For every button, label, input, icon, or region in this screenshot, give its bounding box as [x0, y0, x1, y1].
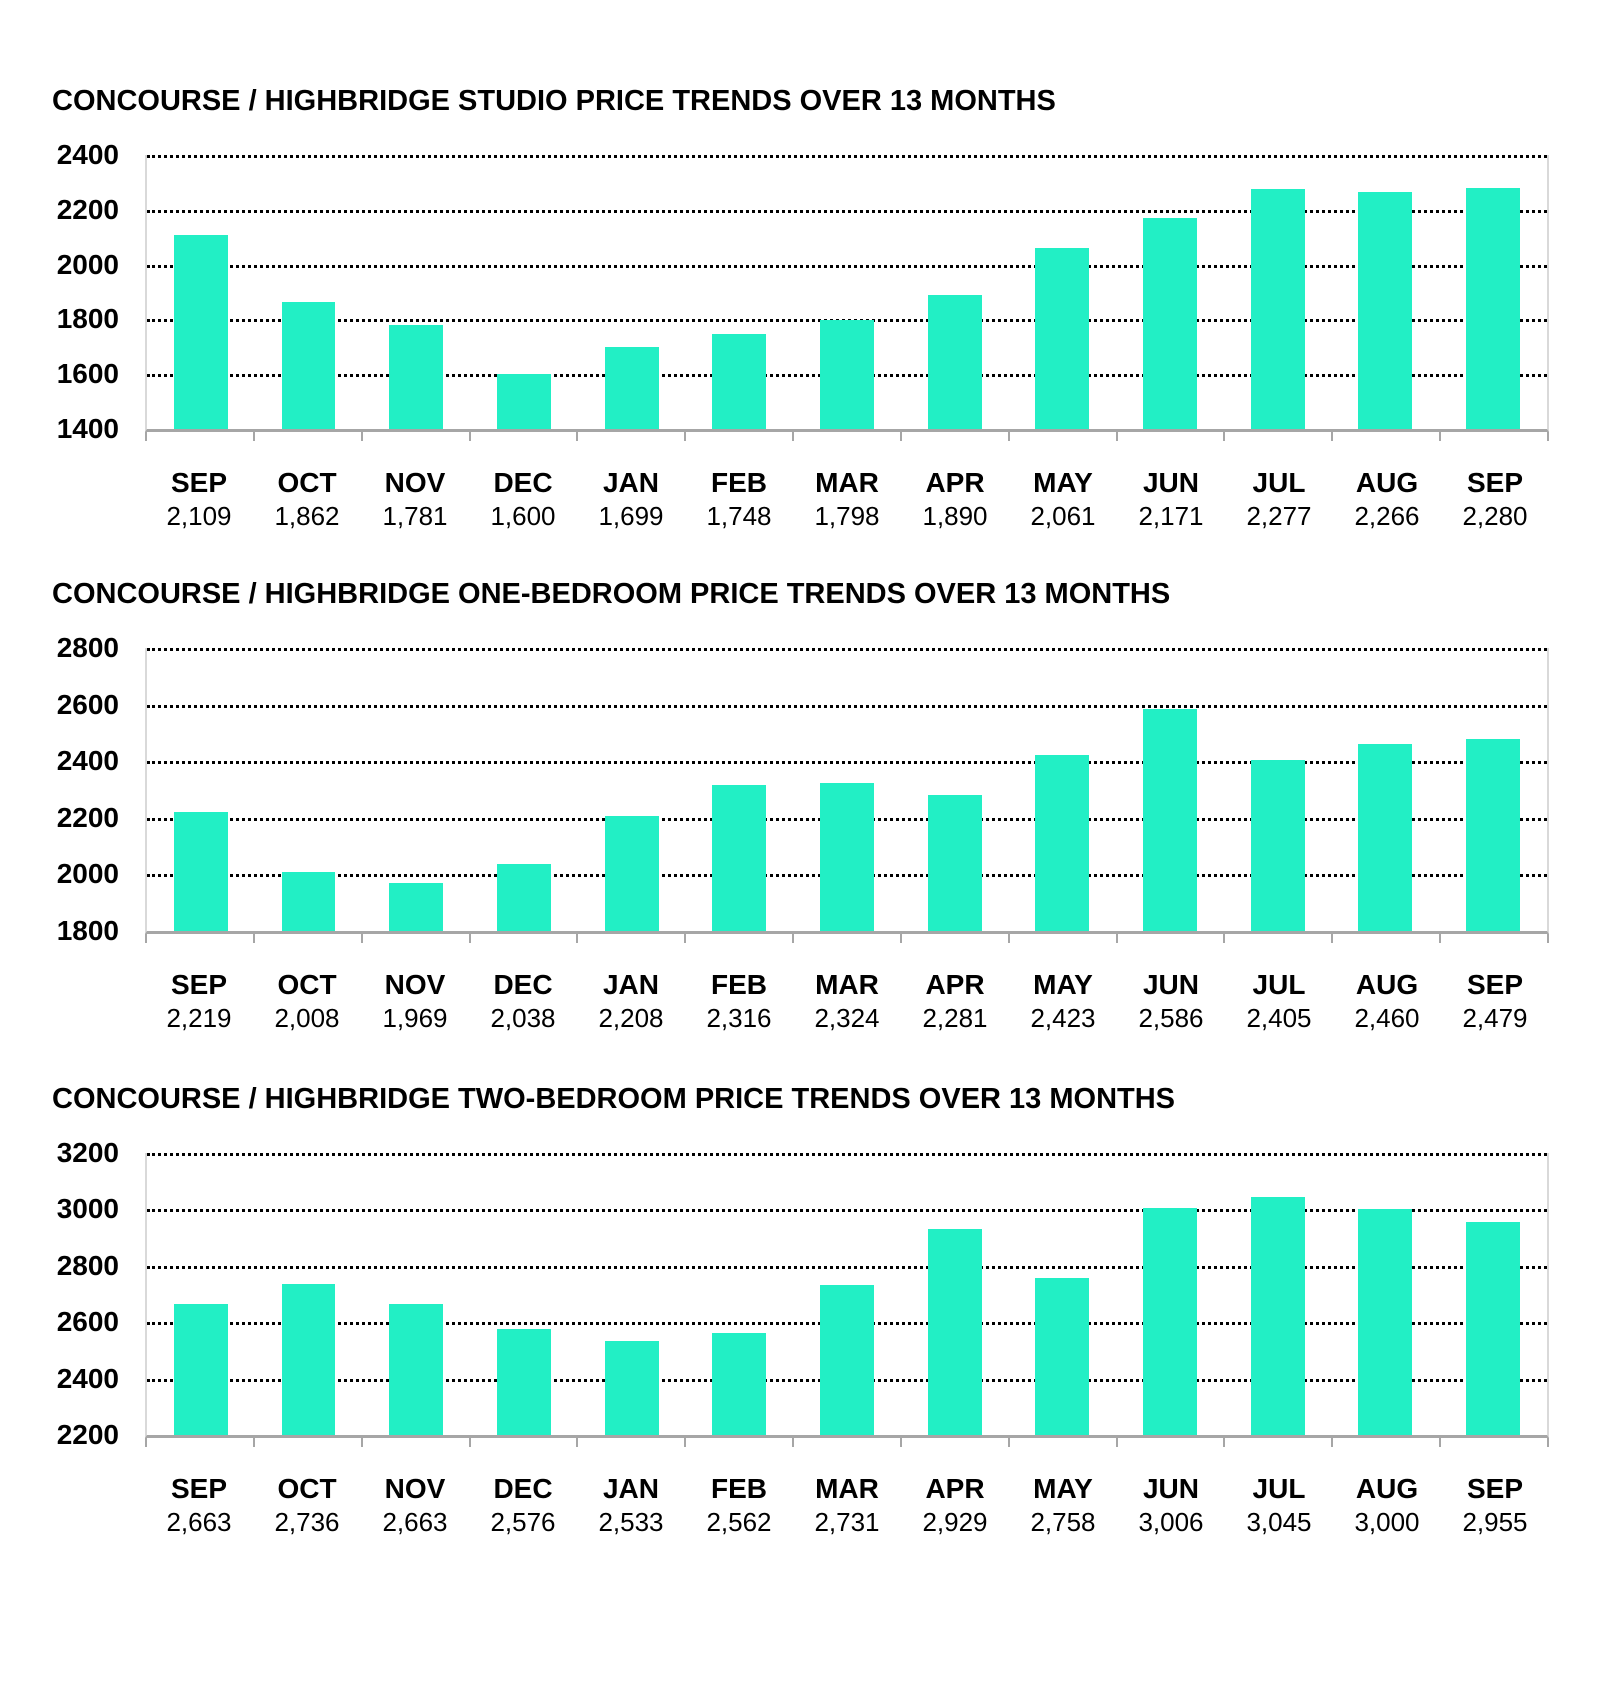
- bar-slot: [147, 1153, 255, 1435]
- value-label: 2,736: [274, 1507, 340, 1537]
- x-tick: [145, 1438, 255, 1447]
- value-label: 2,533: [598, 1507, 664, 1537]
- month-label: MAY: [1033, 1473, 1093, 1504]
- bar-slot: [362, 155, 470, 429]
- value-label: 2,731: [814, 1507, 880, 1537]
- x-tick: [145, 934, 255, 943]
- month-label: SEP: [170, 1473, 228, 1504]
- x-label-group: [793, 1473, 901, 1537]
- x-tick: [1225, 432, 1333, 441]
- x-label-group: [793, 467, 901, 531]
- bar-slot: [1332, 648, 1440, 931]
- x-tick: [794, 1438, 902, 1447]
- x-tick: [1118, 432, 1226, 441]
- bar: [1035, 1278, 1089, 1435]
- bar-slot: [1116, 1153, 1224, 1435]
- bar: [712, 334, 766, 429]
- bar-slot: [1009, 648, 1117, 931]
- value-label: 2,663: [382, 1507, 448, 1537]
- bar-slot: [1116, 648, 1224, 931]
- bar-series: [147, 648, 1547, 931]
- bar-slot: [1116, 155, 1224, 429]
- value-label: 2,405: [1246, 1003, 1312, 1033]
- bar: [1143, 709, 1197, 931]
- x-tick: [363, 1438, 471, 1447]
- x-label-group: [1117, 1473, 1225, 1537]
- month-label: MAR: [815, 969, 879, 1000]
- x-tick: [794, 432, 902, 441]
- x-label-group: [1333, 1473, 1441, 1537]
- value-label: 2,008: [274, 1003, 340, 1033]
- y-tick-label: 2000: [56, 248, 119, 280]
- x-label-group: [253, 969, 361, 1033]
- x-label-group: [577, 969, 685, 1033]
- bar-slot: [901, 1153, 1009, 1435]
- bar: [174, 1304, 228, 1435]
- x-label-group: [1441, 1473, 1549, 1537]
- x-axis-ticks-studio: [145, 432, 1549, 441]
- x-label-group: [577, 467, 685, 531]
- bar-slot: [685, 648, 793, 931]
- plot-area-one-bedroom: [56, 632, 1549, 946]
- x-label-group: [685, 1473, 793, 1537]
- x-tick: [1118, 1438, 1226, 1447]
- bar-slot: [1224, 155, 1332, 429]
- x-label-group: [145, 467, 253, 531]
- x-tick: [902, 432, 1010, 441]
- value-label: 2,171: [1138, 501, 1204, 531]
- month-label: AUG: [1355, 969, 1419, 1000]
- value-label: 2,460: [1354, 1003, 1420, 1033]
- month-label: JUN: [1142, 969, 1199, 1000]
- bar: [1466, 1222, 1520, 1435]
- bar-slot: [1439, 648, 1547, 931]
- bar-series: [147, 155, 1547, 429]
- x-label-group: [685, 969, 793, 1033]
- month-label: SEP: [1466, 1473, 1524, 1504]
- bar-slot: [793, 648, 901, 931]
- value-label: 1,748: [706, 501, 772, 531]
- x-label-group: [1225, 1473, 1333, 1537]
- plot-area-studio: [56, 139, 1549, 444]
- x-tick: [471, 1438, 579, 1447]
- x-tick: [1225, 934, 1333, 943]
- x-label-group: [1009, 969, 1117, 1033]
- bar: [174, 812, 228, 931]
- x-label-group: [1117, 467, 1225, 531]
- x-tick: [578, 934, 686, 943]
- month-label: FEB: [711, 467, 767, 498]
- x-tick: [1441, 432, 1549, 441]
- x-tick: [255, 432, 363, 441]
- x-tick: [1225, 1438, 1333, 1447]
- x-label-group: [685, 467, 793, 531]
- value-label: 1,862: [274, 501, 340, 531]
- bar: [1466, 739, 1520, 931]
- value-label: 2,955: [1462, 1507, 1528, 1537]
- month-label: JAN: [602, 1473, 659, 1504]
- value-label: 3,000: [1354, 1507, 1420, 1537]
- month-label: FEB: [711, 969, 767, 1000]
- x-axis-labels-one-bedroom: [145, 969, 1549, 1033]
- x-tick: [145, 432, 255, 441]
- month-label: MAR: [815, 1473, 879, 1504]
- x-label-group: [361, 1473, 469, 1537]
- bar: [1251, 189, 1305, 429]
- x-label-group: [145, 969, 253, 1033]
- y-tick-label: 3200: [56, 1137, 119, 1168]
- x-label-group: [361, 467, 469, 531]
- bar-slot: [901, 155, 1009, 429]
- x-axis-labels-two-bedroom: [145, 1473, 1549, 1537]
- bar-slot: [362, 648, 470, 931]
- x-tick: [471, 432, 579, 441]
- y-tick-label: 2400: [56, 139, 119, 170]
- month-label: AUG: [1355, 467, 1419, 498]
- bar: [928, 795, 982, 931]
- bar-slot: [470, 155, 578, 429]
- bar: [174, 235, 228, 429]
- value-label: 2,281: [922, 1003, 988, 1033]
- value-label: 2,586: [1138, 1003, 1204, 1033]
- month-label: JAN: [602, 969, 659, 1000]
- bar: [282, 302, 336, 429]
- value-label: 2,277: [1246, 501, 1312, 531]
- x-tick: [686, 432, 794, 441]
- x-label-group: [793, 969, 901, 1033]
- month-label: JUL: [1252, 1473, 1306, 1504]
- y-tick-label: 2600: [56, 1306, 119, 1338]
- y-tick-label: 2600: [56, 688, 119, 720]
- month-label: SEP: [1466, 467, 1524, 498]
- bar: [497, 864, 551, 931]
- x-axis-ticks-one-bedroom: [145, 934, 1549, 943]
- bar-slot: [1009, 1153, 1117, 1435]
- y-tick-label: 2200: [56, 193, 119, 225]
- bar-slot: [901, 648, 1009, 931]
- value-label: 2,324: [814, 1003, 880, 1033]
- month-label: MAY: [1033, 969, 1093, 1000]
- bar-slot: [1224, 1153, 1332, 1435]
- x-label-group: [901, 467, 1009, 531]
- bar: [389, 1304, 443, 1435]
- month-label: JUN: [1142, 1473, 1199, 1504]
- month-label: FEB: [711, 1473, 767, 1504]
- x-tick: [1333, 1438, 1441, 1447]
- bar-slot: [255, 648, 363, 931]
- bar: [1143, 1208, 1197, 1435]
- bar: [1035, 248, 1089, 429]
- bar: [497, 374, 551, 429]
- bar-slot: [578, 155, 686, 429]
- month-label: OCT: [277, 1473, 337, 1504]
- bar: [712, 1333, 766, 1435]
- x-label-group: [901, 1473, 1009, 1537]
- chart-title-two-bedroom: CONCOURSE / HIGHBRIDGE TWO-BEDROOM PRICE TRENDS OVER 13 MONTHS: [52, 1083, 1176, 1115]
- value-label: 2,479: [1462, 1003, 1528, 1033]
- x-tick: [1441, 1438, 1549, 1447]
- value-label: 2,423: [1030, 1003, 1096, 1033]
- x-axis-ticks-two-bedroom: [145, 1438, 1549, 1447]
- bar: [1358, 192, 1412, 429]
- x-tick: [1010, 934, 1118, 943]
- value-label: 1,798: [814, 501, 880, 531]
- value-label: 1,699: [598, 501, 664, 531]
- month-label: JAN: [602, 467, 659, 498]
- bar-slot: [1439, 155, 1547, 429]
- x-tick: [1010, 432, 1118, 441]
- bar: [1143, 218, 1197, 429]
- bar-slot: [362, 1153, 470, 1435]
- x-tick: [686, 1438, 794, 1447]
- month-label: NOV: [384, 467, 446, 498]
- x-label-group: [1009, 467, 1117, 531]
- month-label: OCT: [277, 969, 337, 1000]
- x-label-group: [145, 1473, 253, 1537]
- month-label: AUG: [1355, 1473, 1419, 1504]
- chart-studio: [0, 84, 1600, 531]
- value-label: 2,929: [922, 1507, 988, 1537]
- month-label: APR: [925, 969, 985, 1000]
- value-label: 2,280: [1462, 501, 1528, 531]
- bar: [605, 816, 659, 931]
- month-label: NOV: [384, 1473, 446, 1504]
- x-label-group: [469, 969, 577, 1033]
- bar-series: [147, 1153, 1547, 1435]
- x-tick: [794, 934, 902, 943]
- x-label-group: [1333, 467, 1441, 531]
- chart-two-bedroom: [0, 1082, 1600, 1537]
- x-label-group: [469, 467, 577, 531]
- bar-slot: [578, 648, 686, 931]
- y-tick-label: 2200: [56, 1419, 119, 1450]
- value-label: 2,316: [706, 1003, 772, 1033]
- bar: [389, 883, 443, 931]
- x-label-group: [253, 467, 361, 531]
- x-tick: [1333, 432, 1441, 441]
- bar: [1358, 1209, 1412, 1435]
- bar: [712, 785, 766, 931]
- y-tick-label: 1600: [56, 358, 119, 390]
- bar-slot: [147, 155, 255, 429]
- bar-slot: [685, 155, 793, 429]
- bar: [820, 1285, 874, 1435]
- bar-slot: [470, 1153, 578, 1435]
- x-tick: [255, 1438, 363, 1447]
- value-label: 1,781: [382, 501, 448, 531]
- bar: [1358, 744, 1412, 931]
- month-label: DEC: [493, 467, 553, 498]
- month-label: JUN: [1142, 467, 1199, 498]
- month-label: NOV: [384, 969, 446, 1000]
- value-label: 3,045: [1246, 1507, 1312, 1537]
- bar: [928, 1229, 982, 1435]
- value-label: 2,562: [706, 1507, 772, 1537]
- y-tick-label: 1800: [56, 915, 119, 946]
- value-label: 2,266: [1354, 501, 1420, 531]
- x-label-group: [1333, 969, 1441, 1033]
- value-label: 2,208: [598, 1003, 664, 1033]
- bar: [282, 1284, 336, 1435]
- y-tick-label: 3000: [56, 1193, 119, 1225]
- month-label: SEP: [1466, 969, 1524, 1000]
- bar-slot: [255, 155, 363, 429]
- bar-slot: [1224, 648, 1332, 931]
- x-tick: [1010, 1438, 1118, 1447]
- y-tick-label: 2200: [56, 801, 119, 833]
- x-axis-labels-studio: [145, 467, 1549, 531]
- x-label-group: [901, 969, 1009, 1033]
- y-tick-label: 1800: [56, 303, 119, 335]
- month-label: APR: [925, 467, 985, 498]
- value-label: 2,109: [166, 501, 232, 531]
- bar-slot: [470, 648, 578, 931]
- bar-slot: [793, 1153, 901, 1435]
- bar-slot: [147, 648, 255, 931]
- x-tick: [686, 934, 794, 943]
- chart-title-studio: CONCOURSE / HIGHBRIDGE STUDIO PRICE TRENDS OVER 13 MONTHS: [52, 85, 1056, 117]
- x-tick: [363, 432, 471, 441]
- price-trends-report: [0, 84, 1600, 1537]
- bar-slot: [1009, 155, 1117, 429]
- month-label: JUL: [1252, 467, 1306, 498]
- chart-one-bedroom: [0, 577, 1600, 1033]
- bar: [605, 1341, 659, 1435]
- value-label: 2,038: [490, 1003, 556, 1033]
- bar-slot: [685, 1153, 793, 1435]
- bar: [1251, 760, 1305, 931]
- x-label-group: [1441, 969, 1549, 1033]
- x-label-group: [253, 1473, 361, 1537]
- bar: [282, 872, 336, 931]
- value-label: 2,758: [1030, 1507, 1096, 1537]
- y-tick-label: 2800: [56, 1249, 119, 1281]
- bar: [928, 295, 982, 429]
- value-label: 1,890: [922, 501, 988, 531]
- x-tick: [255, 934, 363, 943]
- plot-area-two-bedroom: [56, 1137, 1549, 1450]
- bar-slot: [1332, 155, 1440, 429]
- x-label-group: [577, 1473, 685, 1537]
- x-label-group: [469, 1473, 577, 1537]
- x-label-group: [1009, 1473, 1117, 1537]
- value-label: 2,663: [166, 1507, 232, 1537]
- bar: [605, 347, 659, 429]
- x-label-group: [1117, 969, 1225, 1033]
- month-label: SEP: [170, 467, 228, 498]
- x-tick: [471, 934, 579, 943]
- bar-slot: [578, 1153, 686, 1435]
- month-label: JUL: [1252, 969, 1306, 1000]
- x-label-group: [1225, 969, 1333, 1033]
- y-tick-label: 2000: [56, 858, 119, 890]
- value-label: 2,576: [490, 1507, 556, 1537]
- value-label: 1,600: [490, 501, 556, 531]
- y-tick-label: 2400: [56, 745, 119, 777]
- month-label: SEP: [170, 969, 228, 1000]
- bar: [497, 1329, 551, 1435]
- x-tick: [1333, 934, 1441, 943]
- month-label: MAY: [1033, 467, 1093, 498]
- bar: [389, 325, 443, 429]
- x-tick: [1441, 934, 1549, 943]
- x-tick: [902, 1438, 1010, 1447]
- x-tick: [578, 432, 686, 441]
- value-label: 2,219: [166, 1003, 232, 1033]
- month-label: OCT: [277, 467, 337, 498]
- x-tick: [363, 934, 471, 943]
- x-label-group: [361, 969, 469, 1033]
- bar: [1251, 1197, 1305, 1435]
- bar: [1035, 755, 1089, 931]
- value-label: 2,061: [1030, 501, 1096, 531]
- bar-slot: [793, 155, 901, 429]
- x-label-group: [1225, 467, 1333, 531]
- y-tick-label: 2800: [56, 632, 119, 663]
- month-label: DEC: [493, 1473, 553, 1504]
- x-label-group: [1441, 467, 1549, 531]
- bar-slot: [1332, 1153, 1440, 1435]
- chart-title-one-bedroom: CONCOURSE / HIGHBRIDGE ONE-BEDROOM PRICE TRENDS OVER 13 MONTHS: [52, 578, 1171, 610]
- bar-slot: [1439, 1153, 1547, 1435]
- y-tick-label: 1400: [56, 413, 119, 444]
- month-label: DEC: [493, 969, 553, 1000]
- x-tick: [1118, 934, 1226, 943]
- value-label: 1,969: [382, 1003, 448, 1033]
- x-tick: [578, 1438, 686, 1447]
- y-tick-label: 2400: [56, 1362, 119, 1394]
- bar: [820, 783, 874, 931]
- bar-slot: [255, 1153, 363, 1435]
- bar: [820, 320, 874, 429]
- value-label: 3,006: [1138, 1507, 1204, 1537]
- month-label: APR: [925, 1473, 985, 1504]
- month-label: MAR: [815, 467, 879, 498]
- bar: [1466, 188, 1520, 429]
- x-tick: [902, 934, 1010, 943]
